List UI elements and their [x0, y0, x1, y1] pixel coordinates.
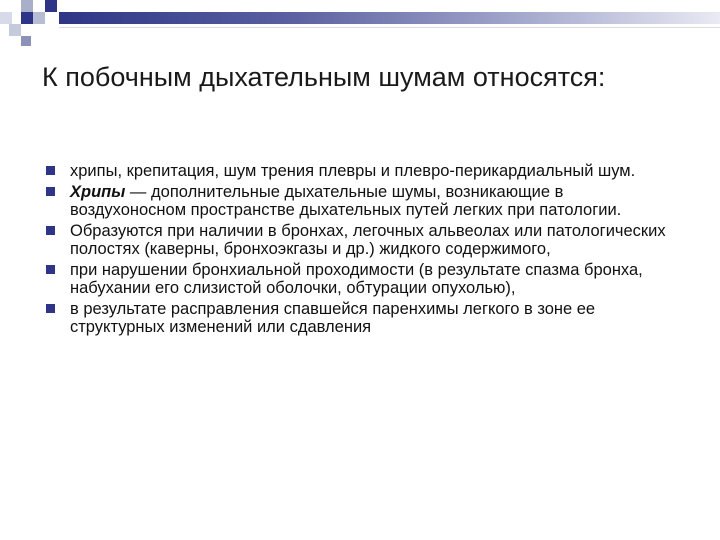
decor-square	[21, 24, 33, 36]
square-bullet-icon	[46, 304, 55, 313]
bullet-text: хрипы, крепитация, шум трения плевры и плевро-перикардиальный шум.	[70, 162, 636, 180]
decor-square	[9, 24, 21, 36]
bullet-item	[44, 183, 684, 220]
header-divider	[59, 27, 720, 28]
bullet-item	[44, 261, 684, 298]
bullet-text: при нарушении бронхиальной проходимости (в результате спазма бронха, набухании его слизистой оболочки, обтурации опухолью),	[70, 260, 643, 297]
decor-square	[21, 12, 33, 24]
bullet-item	[44, 162, 684, 181]
decor-square	[21, 0, 33, 12]
bullet-text: — дополнительные дыхательные шумы, возникающие в воздухоносном пространстве дыхательных путей легких при патологии.	[70, 182, 622, 219]
bullet-list	[44, 162, 684, 339]
bullet-item	[44, 300, 684, 337]
square-bullet-icon	[46, 166, 55, 175]
bullet-lead-term: Хрипы	[70, 182, 126, 201]
decor-square	[0, 12, 12, 24]
header-gradient-band	[59, 12, 720, 24]
square-bullet-icon	[46, 187, 55, 196]
slide-title: К побочным дыхательным шумам относятся:	[42, 62, 606, 92]
bullet-item	[44, 222, 684, 259]
decor-square	[33, 0, 45, 12]
decor-square	[45, 0, 57, 12]
square-bullet-icon	[46, 226, 55, 235]
bullet-text: в результате расправления спавшейся паренхимы легкого в зоне ее структурных изменений или сдавления	[70, 299, 596, 336]
decor-square	[21, 36, 31, 46]
decor-square	[33, 12, 45, 24]
bullet-text: Образуются при наличии в бронхах, легочных альвеолах или патологических полостях (каверны, бронхоэкгазы и др.) жидкого содержимого,	[70, 221, 666, 258]
square-bullet-icon	[46, 265, 55, 274]
